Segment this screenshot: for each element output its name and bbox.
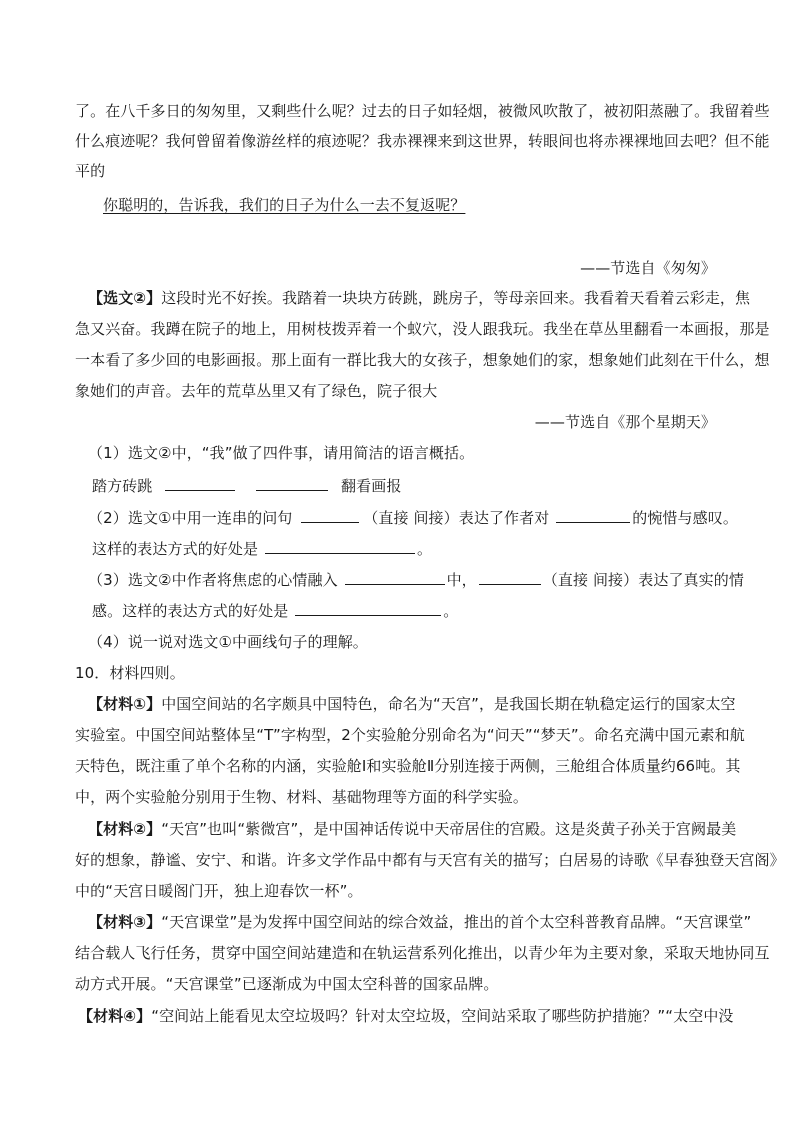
question-2-text: 。 bbox=[416, 540, 433, 558]
question-3-text: 感。这样的表达方式的好处是 bbox=[92, 602, 289, 620]
material-4-line bbox=[78, 1006, 734, 1026]
material-1-line bbox=[88, 694, 736, 714]
passage-2-source: ——节选自《那个星期天》 bbox=[534, 413, 716, 431]
question-10-heading: 10．材料四则。 bbox=[75, 664, 185, 682]
question-3-text: 。 bbox=[443, 602, 459, 620]
passage-2-line bbox=[88, 288, 751, 308]
material-1-text: 中国空间站的名字颇具中国特色，命名为“天宫”，是我国长期在轨稳定运行的国家太空 bbox=[161, 695, 736, 713]
material-2-line: 中的“天宫日暖阁门开，独上迎春饮一杯”。 bbox=[75, 882, 363, 900]
passage-2-line: 急又兴奋。我蹲在院子的地上，用树枝拨弄着一个蚁穴，没人跟我玩。我坐在草丛里翻看一本画报，那是 bbox=[75, 320, 770, 338]
question-2-text: （直接 间接）表达了作者对 bbox=[363, 509, 550, 527]
material-2-line: 好的想象，静谧、安宁、和谐。许多文学作品中都有与天宫有关的描写；白居易的诗歌《早春独登天宫阁》 bbox=[75, 851, 785, 869]
material-3-line: 动方式开展。“天宫课堂”已逐渐成为中国太空科普的国家品牌。 bbox=[75, 975, 499, 993]
material-3-line: 结合载人飞行任务，贯穿中国空间站建造和在轨运营系列化推出，以青少年为主要对象，采取天地协同互 bbox=[75, 944, 770, 962]
answer-blank[interactable] bbox=[479, 570, 541, 585]
passage-1-line: 了。在八千多日的匆匆里，又剩些什么呢？过去的日子如轻烟，被微风吹散了，被初阳蒸融了。我留着些 bbox=[75, 102, 770, 120]
answer-given-2: 翻看画报 bbox=[341, 477, 402, 495]
question-3-text: （直接 间接）表达了真实的情 bbox=[542, 571, 744, 589]
passage-2-text: 这段时光不好挨。我踏着一块块方砖跳，跳房子，等母亲回来。我看着天看着云彩走，焦 bbox=[161, 289, 751, 307]
question-2-text: （2）选文①中用一连串的问句 bbox=[88, 509, 293, 527]
question-2 bbox=[88, 508, 738, 528]
answer-blank[interactable] bbox=[345, 570, 445, 585]
question-3-text: 中， bbox=[446, 571, 477, 589]
answer-blank[interactable] bbox=[556, 508, 630, 523]
material-4-text: “空间站上能看见太空垃圾吗？针对太空垃圾，空间站采取了哪些防护措施？”“太空中没 bbox=[151, 1007, 734, 1025]
answer-blank[interactable] bbox=[265, 539, 415, 554]
question-2-text: 的惋惜与感叹。 bbox=[632, 509, 738, 527]
passage-1-line: 平的 bbox=[75, 162, 106, 180]
question-2-text: 这样的表达方式的好处是 bbox=[92, 540, 259, 558]
material-4-tag: 【材料④】 bbox=[78, 1007, 152, 1025]
passage-1-source: ——节选自《匆匆》 bbox=[580, 259, 716, 277]
passage-2-tag: 【选文②】 bbox=[88, 289, 162, 307]
material-1-line: 天特色，既注重了单个名称的内涵，实验舱Ⅰ和实验舱Ⅱ分别连接于两侧，三舱组合体质量约66吨。其 bbox=[75, 757, 741, 775]
material-2-line bbox=[88, 819, 737, 839]
answer-given-1: 踏方砖跳 bbox=[92, 477, 153, 495]
material-1-line: 中，两个实验舱分别用于生物、材料、基础物理等方面的科学实验。 bbox=[75, 788, 529, 806]
material-3-line bbox=[88, 912, 752, 932]
answer-blank[interactable] bbox=[256, 476, 328, 491]
material-3-tag: 【材料③】 bbox=[88, 913, 162, 931]
answer-blank[interactable] bbox=[301, 508, 359, 523]
question-1: （1）选文②中，“我”做了四件事，请用简洁的语言概括。 bbox=[88, 444, 475, 462]
material-1-line: 实验室。中国空间站整体呈“T”字构型，2个实验舱分别命名为“问天”“梦天”。命名充满中国元素和航 bbox=[75, 726, 745, 744]
question-3-text: （3）选文②中作者将焦虑的心情融入 bbox=[88, 571, 338, 589]
passage-2-line: 象她们的声音。去年的荒草丛里又有了绿色，院子很大 bbox=[75, 382, 438, 400]
question-1-answer-line bbox=[92, 476, 737, 496]
material-2-text: “天宫”也叫“紫微宫”，是中国神话传说中天帝居住的宫殿。这是炎黄子孙关于宫阙最美 bbox=[161, 820, 737, 838]
material-3-text: “天宫课堂”是为发挥中国空间站的综合效益，推出的首个太空科普教育品牌。“天宫课堂” bbox=[161, 913, 752, 931]
underlined-sentence: 你聪明的，告诉我，我们的日子为什么一去不复返呢？ bbox=[103, 196, 466, 214]
question-3-continued bbox=[92, 601, 737, 621]
passage-1-line: 什么痕迹呢？我何曾留着像游丝样的痕迹呢？我赤裸裸来到这世界，转眼间也将赤裸裸地回去吧？但不能 bbox=[75, 132, 770, 150]
question-3 bbox=[88, 570, 744, 590]
answer-blank[interactable] bbox=[165, 476, 235, 491]
question-2-continued bbox=[92, 539, 737, 559]
passage-2-line: 一本看了多少回的电影画报。那上面有一群比我大的女孩子，想象她们的家，想象她们此刻在干什么，想 bbox=[75, 351, 770, 369]
material-1-tag: 【材料①】 bbox=[88, 695, 162, 713]
question-4: （4）说一说对选文①中画线句子的理解。 bbox=[88, 633, 368, 651]
material-2-tag: 【材料②】 bbox=[88, 820, 162, 838]
answer-blank[interactable] bbox=[295, 601, 441, 616]
